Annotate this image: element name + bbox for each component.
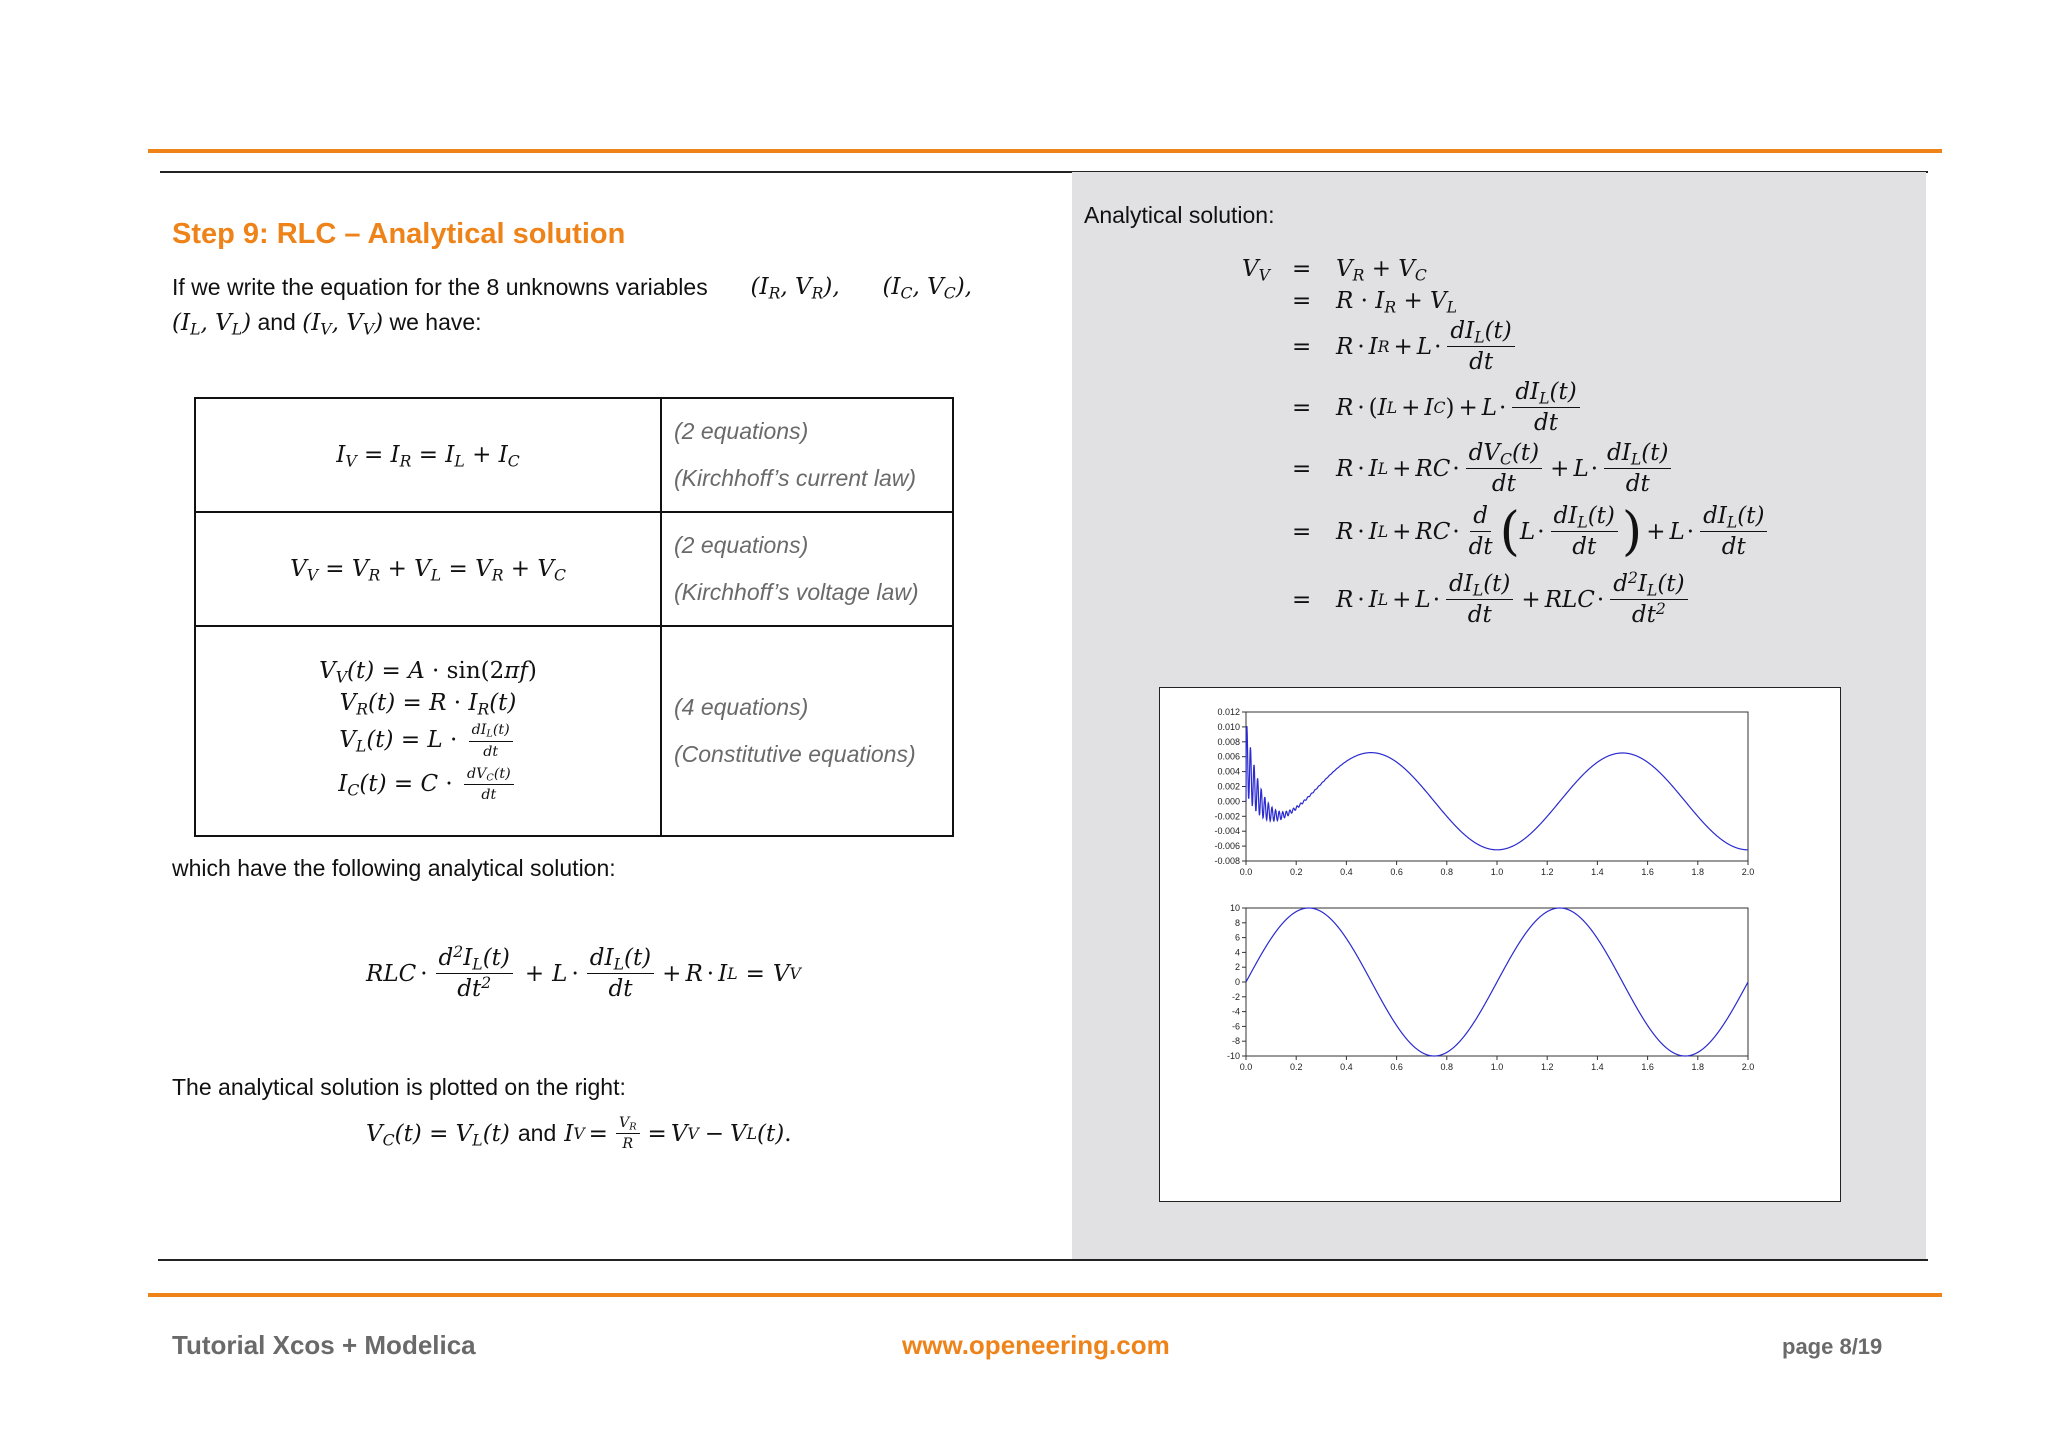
final-and: and <box>517 1120 557 1147</box>
bottom-plot-xtick-label: 0.0 <box>1239 1062 1253 1072</box>
bottom-plot-xtick-label: 1.0 <box>1490 1062 1504 1072</box>
iv-relation: I V = $\frac{V_R}{R}$ = V V − V L (t) . <box>564 1115 792 1153</box>
footer-website-link[interactable]: www.openeering.com <box>902 1330 1170 1360</box>
footer-orange-rule <box>148 1293 1942 1297</box>
vc-equals-vl: $V_C(t) = V_L(t)$ <box>366 1120 510 1150</box>
ode-equation: RLC · $\frac{d^2I_L(t)}{dt^2}$ + L · $\frac{dI_L(t)}{dt}$ + R · I L = V V <box>366 942 801 1003</box>
bottom-plot-ytick-label: -2 <box>1231 991 1240 1002</box>
bottom-plot-xtick-label: 1.2 <box>1540 1062 1554 1072</box>
top-plot-xtick-label: 0.0 <box>1239 867 1253 877</box>
plotted-text: The analytical solution is plotted on the right: <box>172 1074 626 1100</box>
derivation-line-4: = R · ( I L + I C ) + L · $\frac{dI_L(t)}{dt}$ <box>1292 379 1584 437</box>
table-row <box>195 512 953 626</box>
derivation-line-3: = R · I R + L · $\frac{dI_L(t)}{dt}$ <box>1292 318 1519 376</box>
intro-math-ic-vc: ($I_C$, $V_C$), <box>882 274 972 303</box>
following-text: which have the following analytical solution: <box>172 855 616 881</box>
top-plot-xtick-label: 2.0 <box>1741 867 1755 877</box>
equations-table <box>194 397 954 837</box>
header-orange-rule <box>148 149 1942 153</box>
top-plot-ytick-label: 0.004 <box>1217 766 1240 777</box>
intro-math-iv-vv: ($I_V$, $V_V$) <box>302 310 384 339</box>
intro-text: If we write the equation for the 8 unknowns variables <box>172 274 708 300</box>
top-plot-xtick-label: 1.4 <box>1591 867 1604 877</box>
resistor-equation: $V_R(t) = R \cdot I_R(t)$ <box>339 690 517 719</box>
top-plot-xtick-label: 0.8 <box>1440 867 1454 877</box>
table-row <box>195 398 953 512</box>
bottom-plot-xtick-label: 1.8 <box>1691 1062 1705 1072</box>
kvl-equation: $V_V = V_R + V_L = V_R + V_C$ <box>290 556 566 585</box>
top-plot-ytick-label: -0.008 <box>1214 856 1240 866</box>
footer-black-rule <box>158 1259 1928 1261</box>
bottom-plot-ytick-label: 6 <box>1234 932 1240 943</box>
bottom-plot-ytick-label: -6 <box>1231 1021 1240 1032</box>
top-plot-ytick-label: 0.012 <box>1217 707 1240 717</box>
bottom-plot-xtick-label: 1.4 <box>1591 1062 1604 1072</box>
top-plot-xtick-label: 1.2 <box>1540 867 1554 877</box>
derivation-lhs: $V_V$ <box>1242 256 1270 285</box>
plots-svg <box>1160 688 1840 1201</box>
bottom-plot-ytick-label: 4 <box>1234 947 1240 958</box>
derivation-line-5: = R · I L + RC · $\frac{dV_C(t)}{dt}$ + L · $\frac{dI_L(t)}{dt}$ <box>1292 440 1675 498</box>
section-title: Step 9: RLC – Analytical solution <box>172 218 626 250</box>
row1-note-count: (2 equations) <box>674 418 809 444</box>
top-plot-ytick-label: -0.006 <box>1214 841 1240 852</box>
top-plot-ytick-label: -0.004 <box>1214 826 1240 837</box>
top-plot-ytick-label: -0.002 <box>1214 811 1240 822</box>
intro-we-have: we have: <box>389 309 482 335</box>
row2-note-count: (2 equations) <box>674 532 809 558</box>
bottom-plot-ytick-label: -8 <box>1231 1036 1240 1047</box>
bottom-plot-ytick-label: 10 <box>1229 903 1240 913</box>
derivation-line-1: = $V_R + V_C$ <box>1292 256 1427 285</box>
top-plot-ytick-label: 0.006 <box>1217 751 1240 762</box>
top-plot-xtick-label: 1.8 <box>1691 867 1705 877</box>
bottom-plot-ytick-label: -4 <box>1231 1006 1240 1017</box>
top-plot-xtick-label: 0.6 <box>1390 867 1403 877</box>
intro-math-il-vl: ($I_L$, $V_L$) <box>172 310 252 339</box>
bottom-plot-xtick-label: 1.6 <box>1641 1062 1654 1072</box>
plot-frame <box>1159 687 1841 1202</box>
top-plot-ytick-label: 0.008 <box>1217 736 1240 747</box>
source-equation: $V_V(t) = A \cdot \sin(2\pi f)$ <box>319 658 537 687</box>
intro-and: and <box>257 309 296 335</box>
top-plot-xtick-label: 1.6 <box>1641 867 1654 877</box>
row3-note-count: (4 equations) <box>674 694 809 720</box>
bottom-plot-ytick-label: 8 <box>1234 917 1240 928</box>
inductor-equation: $V_L(t) = L$ · $\frac{dI_L(t)}{dt}$ <box>339 722 516 760</box>
derivation-line-7: = R · I L + L · $\frac{dI_L(t)}{dt}$ + RLC · $\frac{d^2I_L(t)}{dt^2}$ <box>1292 571 1692 629</box>
bottom-plot-xtick-label: 0.8 <box>1440 1062 1454 1072</box>
footer-page-number: page 8/19 <box>1782 1334 1883 1359</box>
bottom-plot-xtick-label: 0.6 <box>1390 1062 1403 1072</box>
top-plot-xtick-label: 0.2 <box>1289 867 1303 877</box>
top-plot-xtick-label: 0.4 <box>1340 867 1353 877</box>
table-row <box>195 626 953 836</box>
intro-paragraph <box>172 270 972 341</box>
row2-note-law: (Kirchhoff’s voltage law) <box>674 579 919 605</box>
right-panel-heading: Analytical solution: <box>1084 202 1275 228</box>
kcl-equation: $I_V = I_R = I_L + I_C$ <box>336 442 520 471</box>
bottom-plot-ytick-label: 0 <box>1234 977 1240 987</box>
bottom-plot-xtick-label: 0.4 <box>1340 1062 1353 1072</box>
row3-note-law: (Constitutive equations) <box>674 741 916 767</box>
final-relation <box>366 1115 792 1153</box>
derivation-line-6: = R · I L + RC · $\frac{d}{dt}$ ( L · $\frac{dI_L(t)}{dt}$ ) + L · $\frac{dI_L(t)}{dt}$ <box>1292 503 1771 561</box>
bottom-plot-ytick-label: 2 <box>1234 962 1240 973</box>
row1-note-law: (Kirchhoff’s current law) <box>674 465 917 491</box>
bottom-plot-ytick-label: -10 <box>1226 1051 1240 1061</box>
top-plot-ytick-label: 0.002 <box>1217 781 1240 792</box>
top-plot-ytick-label: 0.000 <box>1217 796 1240 807</box>
footer-title: Tutorial Xcos + Modelica <box>172 1330 476 1360</box>
bottom-plot-xtick-label: 2.0 <box>1741 1062 1755 1072</box>
top-plot-ytick-label: 0.010 <box>1217 721 1240 732</box>
bottom-plot-xtick-label: 0.2 <box>1289 1062 1303 1072</box>
intro-math-ir-vr: ($I_R$, $V_R$), <box>750 274 840 303</box>
derivation-line-2: = $R \cdot I_R + V_L$ <box>1292 288 1458 317</box>
capacitor-equation: $I_C(t) = C$ · $\frac{dV_C(t)}{dt}$ <box>338 766 517 804</box>
top-plot-xtick-label: 1.0 <box>1490 867 1504 877</box>
